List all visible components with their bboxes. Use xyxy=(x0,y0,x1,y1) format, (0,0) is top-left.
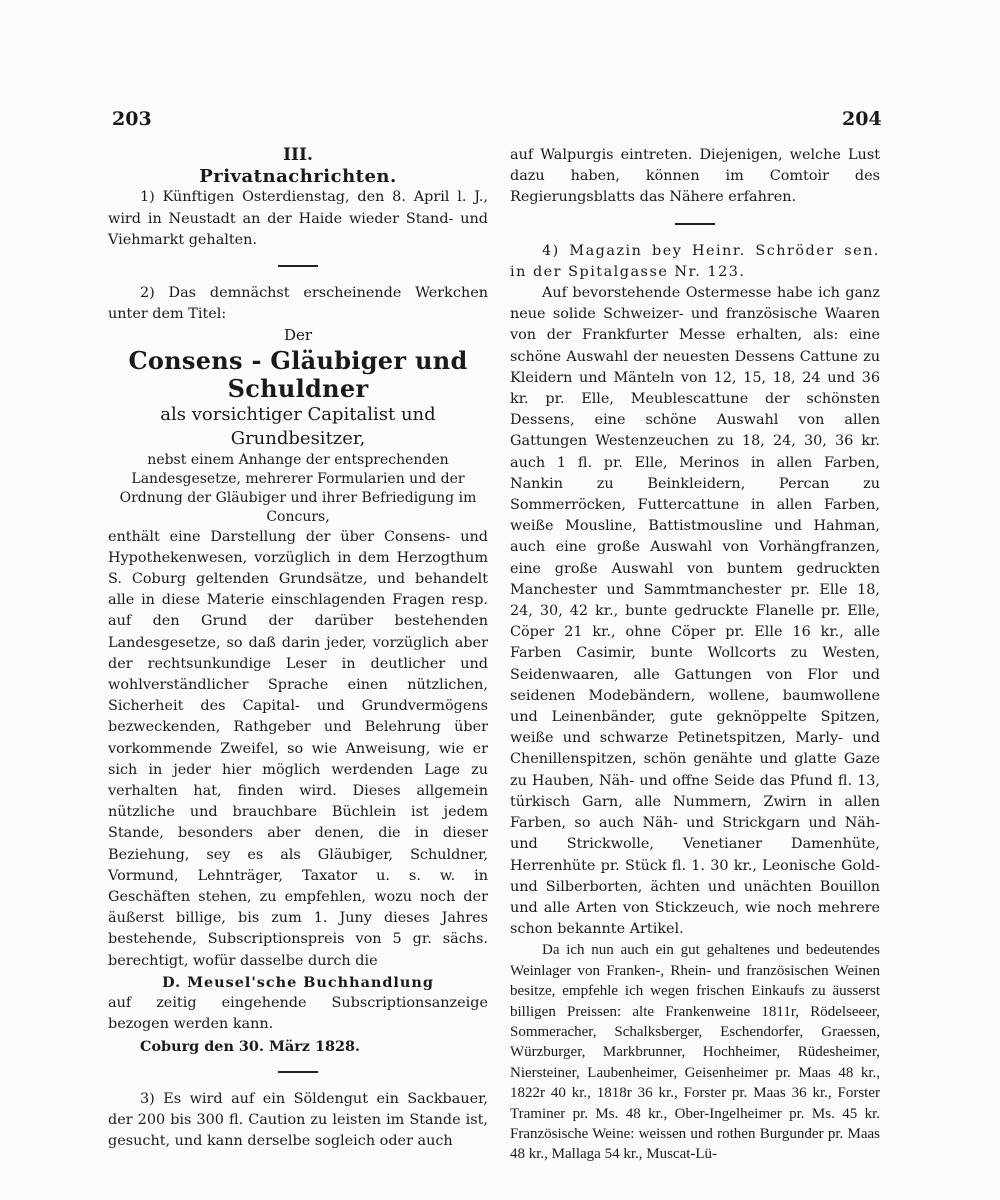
separator-rule xyxy=(278,265,318,267)
right-column xyxy=(510,145,880,1165)
separator-rule xyxy=(278,1071,318,1073)
book-title: Consens - Gläubiger und Schuldner xyxy=(128,345,468,403)
book-title-prefix: Der xyxy=(283,326,313,345)
notice-3-continued: auf Walpurgis eintreten. Diejenigen, welche Lust dazu haben, können im Comtoir des Regierungsblatts das Nähere erfahren. xyxy=(510,147,880,206)
notice-2-tail: auf zeitig eingehende Subscriptionsanzeige bezogen werden kann. xyxy=(108,995,488,1033)
page-number-right: 204 xyxy=(842,108,882,130)
notice-3: 3) Es wird auf ein Söldengut ein Sackbauer, der 200 bis 300 fl. Caution zu leisten im Stande ist, gesucht, und kann derselbe sogleich oder auch xyxy=(108,1090,488,1150)
page-number-left: 203 xyxy=(112,108,152,130)
book-subtitle: als vorsichtiger Capitalist und Grundbesitzer, xyxy=(160,403,436,449)
notice-4-title: 4) Magazin bey Heinr. Schröder sen. in der Spitalgasse Nr. 123. xyxy=(510,242,880,280)
dateline: Coburg den 30. März 1828. xyxy=(140,1037,361,1055)
notice-2-intro: 2) Das demnächst erscheinende Werkchen unter dem Titel: xyxy=(108,285,488,323)
separator-rule xyxy=(675,223,715,225)
notice-4-goods: Auf bevorstehende Ostermesse habe ich ganz neue solide Schweizer- und französische Waaren von der Frankfurter Messe erhalten, als: eine schöne Auswahl der neuesten Dessens Cattune zu Kleidern und Mänteln von 12, 15, 18, 24 und 36 kr. pr. Elle, Meublescattune der schönsten Dessens, eine schöne Auswahl von allen Gattungen Westenzeuchen zu 18, 24, 30, 36 kr. auch 1 fl. pr. Elle, Merinos in allen Farben, Nankin zu Beinkleidern, Percan zu Sommerröcken, Futtercattune in allen Farben, weiße Mousline, Battistmousline und Hahman, auch eine große Auswahl von Vorhängfranzen, eine große Auswahl von buntem gedruckten Manchester und Sammtmanchester pr. Elle 18, 24, 30, 42 kr., bunte gedruckte Flanelle pr. Elle, Cöper 21 kr., ohne Cöper pr. Elle 16 kr., alle Farben Casimir, bunte Wollcorts zu Westen, Seidenwaaren, alle Gattungen von Flor und seidenen Modebändern, wollene, baumwollene und Leinenbänder, gute geknöppelte Spitzen, weiße und schwarze Petinetspitzen, Marly- und Chenillenspitzen, schön genähte und glatte Gaze zu Hauben, Näh- und offne Seide das Pfund fl. 13, türkisch Garn, alle Nummern, Zwirn in allen Farben, so auch Näh- und Strickgarn und Näh- und Strickwolle, Venetianer Damenhüte, Herrenhüte pr. Stück fl. 1. 30 kr., Leonische Gold- und Silberborten, ächten und unächten Bouillon und alle Arten von Stickzeuch, wie noch mehrere schon bekannte Artikel. xyxy=(510,285,880,938)
left-column xyxy=(108,145,488,1152)
notice-1: 1) Künftigen Osterdienstag, den 8. April l. J., wird in Neustadt an der Haide wieder Stand- und Viehmarkt gehalten. xyxy=(108,189,488,248)
notice-2-body: enthält eine Darstellung der über Consens- und Hypothekenwesen, vorzüglich in dem Herzogthum S. Coburg geltenden Grundsätze, und behandelt alle in diese Materie einschlagenden Fragen resp. auf den Grund der darüber bestehenden Landesgesetze, so daß darin jeder, vorzüglich aber der rechtsunkundige Leser in deutlicher und wohlverständlicher Sprache einen nützlichen, Sicherheit des Capital- und Grundvermögens bezweckenden, Rathgeber und Belehrung über vorkommende Zweifel, so wie Anweisung, wie er sich in jeder hier möglich werdenden Lage zu verhalten hat, finden wird. Dieses allgemein nützliche und brauchbare Büchlein ist jedem Stande, besonders aber denen, die in dieser Beziehung, sey es als Gläubiger, Schuldner, Vormund, Lehnträger, Taxator u. s. w. in Geschäften stehen, zu empfehlen, wozu noch der äußerst billige, bis zum 1. Juny dieses Jahres bestehende, Subscriptionspreis von 5 gr. sächs. berechtigt, wofür dasselbe durch die xyxy=(108,528,488,969)
notice-4-wine: Da ich nun auch ein gut gehaltenes und bedeutendes Weinlager von Franken-, Rhein- und französischen Weinen besitze, empfehle ich wegen frischen Einkaufs zu äusserst billigen Preissen: alte Frankenweine 1811r, Rödelseeer, Sommeracher, Schalksberger, Eschendorfer, Graessen, Würzburger, Markbrunner, Hochheimer, Rüdesheimer, Niersteiner, Laubenheimer, Geisenheimer pr. Maas 48 kr., 1822r 40 kr., 1818r 36 kr., Forster pr. Maas 36 kr., Forster Traminer pr. Ms. 48 kr., Ober-Ingelheimer pr. Ms. 45 kr. Französische Weine: weissen und rothen Burgunder pr. Maas 48 kr., Mallaga 54 kr., Muscat-Lü- xyxy=(510,942,880,1163)
publisher-name: D. Meusel'sche Buchhandlung xyxy=(162,973,434,991)
book-description: nebst einem Anhange der entsprechenden Landesgesetze, mehrerer Formularien und der Ordnung der Gläubiger und ihrer Befriedigung im Concurs, xyxy=(119,451,477,525)
section-number: III. xyxy=(283,145,313,165)
section-title: Privatnachrichten. xyxy=(199,166,397,188)
